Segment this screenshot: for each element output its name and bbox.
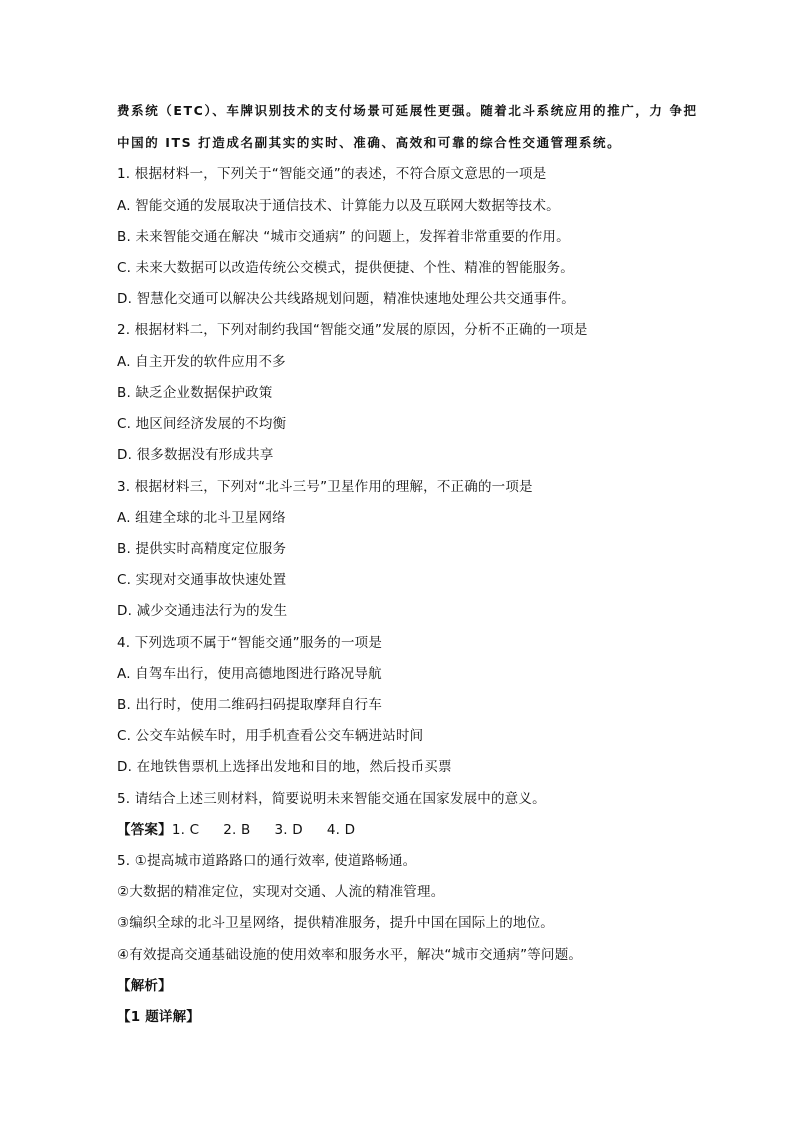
answer-item-1: 1. C <box>171 822 200 838</box>
answer-5-line-3: ③编织全球的北斗卫星网络，提供精准服务，提升中国在国际上的地位。 <box>117 915 555 931</box>
question-2-stem: 2. 根据材料二，下列对制约我国“智能交通”发展的原因，分析不正确的一项是 <box>117 322 588 338</box>
question-2-option-c: C. 地区间经济发展的不均衡 <box>117 416 287 432</box>
question-3-option-c: C. 实现对交通事故快速处置 <box>117 572 287 588</box>
question-3-option-d: D. 减少交通违法行为的发生 <box>117 603 288 619</box>
question-3-option-b: B. 提供实时高精度定位服务 <box>117 541 287 557</box>
question-4-option-a: A. 自驾车出行，使用高德地图进行路况导航 <box>117 666 382 682</box>
question-4-option-b: B. 出行时，使用二维码扫码提取摩拜自行车 <box>117 697 383 713</box>
answer-item-3: 3. D <box>274 822 303 838</box>
question-1-option-d: D. 智慧化交通可以解决公共线路规划问题，精准快速地处理公共交通事件。 <box>117 291 575 307</box>
question-1-option-a: A. 智能交通的发展取决于通信技术、计算能力以及互联网大数据等技术。 <box>117 198 560 214</box>
question-3-option-a: A. 组建全球的北斗卫星网络 <box>117 510 286 526</box>
intro-line-2: 中国的 ITS 打造成名副其实的实时、准确、高效和可靠的综合性交通管理系统。 <box>117 135 622 150</box>
detail-label: 【1 题详解】 <box>117 1009 200 1025</box>
answer-label: 【答案】 <box>117 822 172 838</box>
answer-row <box>117 821 355 839</box>
answer-item-2: 2. B <box>223 822 251 838</box>
question-2-option-a: A. 自主开发的软件应用不多 <box>117 354 286 370</box>
question-4-stem: 4. 下列选项不属于“智能交通”服务的一项是 <box>117 635 383 651</box>
question-3-stem: 3. 根据材料三，下列对“北斗三号”卫星作用的理解，不正确的一项是 <box>117 479 533 495</box>
intro-line-1: 费系统（ETC）、车牌识别技术的支付场景可延展性更强。随着北斗系统应用的推广，力 争把 <box>117 103 698 118</box>
question-2-option-b: B. 缺乏企业数据保护政策 <box>117 385 273 401</box>
answer-5-line-2: ②大数据的精准定位，实现对交通、人流的精准管理。 <box>117 884 445 900</box>
question-2-option-d: D. 很多数据没有形成共享 <box>117 447 274 463</box>
question-4-option-d: D. 在地铁售票机上选择出发地和目的地，然后投币买票 <box>117 759 452 775</box>
question-5-stem: 5. 请结合上述三则材料，简要说明未来智能交通在国家发展中的意义。 <box>117 791 546 807</box>
question-1-option-b: B. 未来智能交通在解决 “城市交通病” 的问题上，发挥着非常重要的作用。 <box>117 229 570 245</box>
question-4-option-c: C. 公交车站候车时，用手机查看公交车辆进站时间 <box>117 728 424 744</box>
answer-item-4: 4. D <box>326 822 356 838</box>
answer-5-line-4: ④有效提高交通基础设施的使用效率和服务水平，解决“城市交通病”等问题。 <box>117 947 583 963</box>
question-1-stem: 1. 根据材料一，下列关于“智能交通”的表述，不符合原文意思的一项是 <box>117 166 547 182</box>
analysis-label: 【解析】 <box>117 978 172 994</box>
answer-5-line-1: 5. ①提高城市道路路口的通行效率, 使道路畅通。 <box>117 853 417 869</box>
question-1-option-c: C. 未来大数据可以改造传统公交模式，提供便捷、个性、精准的智能服务。 <box>117 260 575 276</box>
